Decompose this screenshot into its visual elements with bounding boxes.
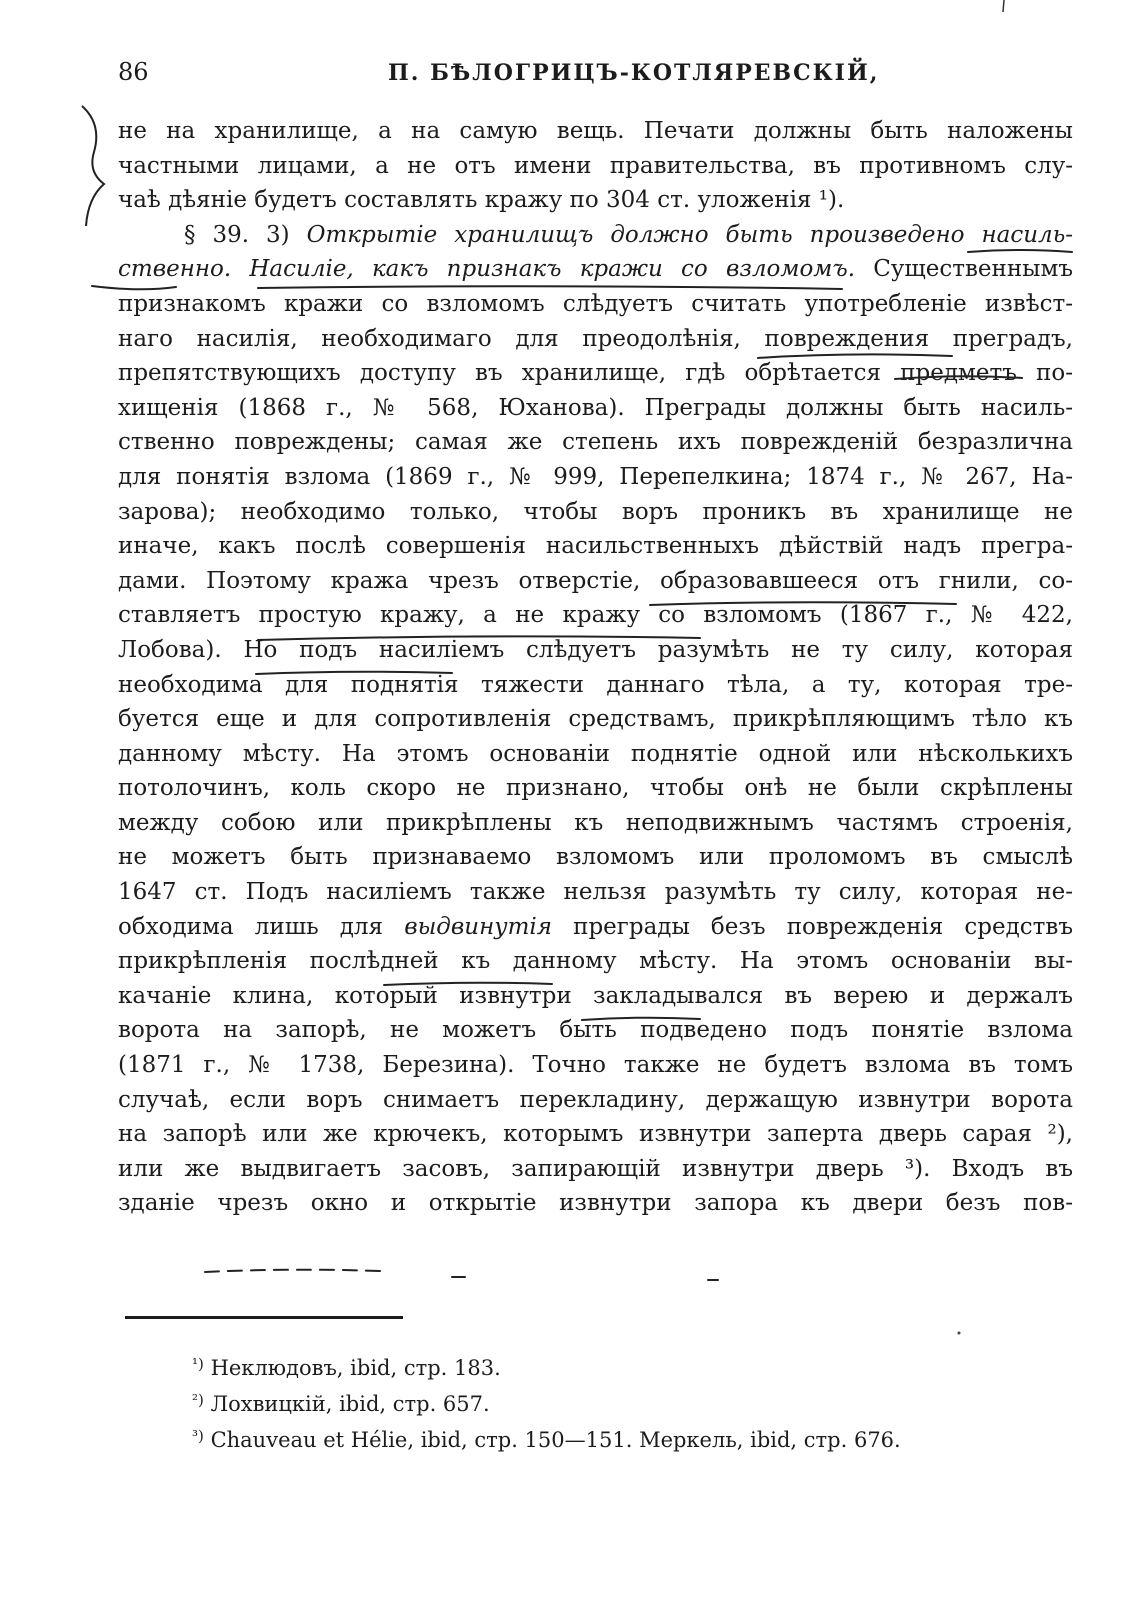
footnotes bbox=[192, 1346, 1072, 1454]
text-line-16: Лобова). Но подъ насиліемъ слѣдуетъ разумѣть не ту силу, которая bbox=[118, 636, 1073, 663]
body-text bbox=[118, 114, 1073, 1221]
stray-pencil-dot bbox=[956, 1330, 962, 1336]
footnote-mark: ¹) bbox=[192, 1355, 204, 1373]
text-line-27: ворота на запорѣ, не можетъ быть подведено подъ понятіе взлома bbox=[118, 1017, 1073, 1044]
text-line-32: зданіе чрезъ окно и открытіе извнутри запора къ двери безъ пов- bbox=[118, 1190, 1073, 1217]
text-line-4-section-heading bbox=[118, 218, 1073, 253]
text-line-25: прикрѣпленія послѣдней къ данному мѣсту. На этомъ основаніи вы- bbox=[118, 948, 1073, 975]
text-line-5-rest: Существеннымъ bbox=[873, 256, 1073, 283]
italic-word: выдвинутія bbox=[404, 913, 552, 940]
section-number: § 39. 3) bbox=[184, 221, 307, 248]
footnote-text: Chauveau et Hélie, ibid, стр. 150—151. Меркель, ibid, стр. 676. bbox=[210, 1428, 901, 1452]
footnote-3 bbox=[192, 1418, 1072, 1454]
text-line-7: наго насилія, необходимаго для преодолѣнія, повреждения преградъ, bbox=[118, 325, 1073, 352]
footnote-text: Неклюдовъ, ibid, стр. 183. bbox=[210, 1356, 501, 1380]
page-number: 86 bbox=[118, 58, 149, 86]
text-line-2: частными лицами, а не отъ имени правительства, въ противномъ слу- bbox=[118, 152, 1073, 179]
stray-pencil-mark bbox=[1000, 0, 1008, 14]
underline-chrez-okno bbox=[205, 1270, 380, 1272]
text-line-10: ственно повреждены; самая же степень ихъ поврежденій безразлична bbox=[118, 429, 1073, 456]
text-line-24-rest: преграды безъ поврежденія средствъ bbox=[551, 913, 1073, 940]
footnote-rule bbox=[125, 1316, 403, 1319]
text-line-3: чаѣ дѣяніе будетъ составлять кражу по 304 ст. уложенія ¹). bbox=[118, 187, 845, 214]
text-line-6: признакомъ кражи со взломомъ слѣдуетъ считать употребленіе извѣст- bbox=[118, 290, 1073, 317]
text-line-24 bbox=[118, 910, 1073, 945]
text-line-9: хищенія (1868 г., № 568, Юханова). Преграды должны быть насиль- bbox=[118, 394, 1073, 421]
text-line-26: качаніе клина, который извнутри закладывался въ верею и держалъ bbox=[118, 982, 1073, 1009]
text-line-30: на запорѣ или же крючекъ, которымъ извнутри заперта дверь сарая ²), bbox=[118, 1121, 1073, 1148]
section-subtitle-italic: ственно. Насиліе, какъ признакъ кражи со взломомъ. bbox=[118, 256, 874, 283]
running-title: П. БѢЛОГРИЦЪ-КОТЛЯРЕВСКІЙ, bbox=[388, 60, 880, 86]
text-line-14: дами. Поэтому кража чрезъ отверстіе, образовавшееся отъ гнили, со- bbox=[118, 567, 1073, 594]
section-title-italic: Открытіе хранилищъ должно быть произведено насиль- bbox=[306, 221, 1073, 248]
text-line-1: не на хранилище, а на самую вещь. Печати должны быть наложены bbox=[118, 118, 1073, 144]
text-line-18: буется еще и для сопротивленія средствамъ, прикрѣпляющимъ тѣло къ bbox=[118, 706, 1073, 733]
running-head bbox=[118, 58, 1073, 92]
footnote-1 bbox=[192, 1346, 1072, 1382]
text-line-19: данному мѣсту. На этомъ основаніи поднятіе одной или нѣсколькихъ bbox=[118, 740, 1073, 767]
text-line-13: иначе, какъ послѣ совершенія насильственныхъ дѣйствій надъ прегра- bbox=[118, 533, 1073, 560]
text-line-15: ставляетъ простую кражу, а не кражу со взломомъ (1867 г., № 422, bbox=[118, 602, 1073, 629]
text-line-11: для понятія взлома (1869 г., № 999, Перепелкина; 1874 г., № 267, На- bbox=[118, 463, 1073, 490]
text-line-29: случаѣ, если воръ снимаетъ перекладину, держащую извнутри ворота bbox=[118, 1086, 1073, 1113]
text-line-5 bbox=[118, 252, 1073, 287]
text-line-8: препятствующихъ доступу въ хранилище, гдѣ обрѣтается предметъ по- bbox=[118, 360, 1073, 387]
footnote-mark: ³) bbox=[192, 1427, 204, 1445]
text-line-28: (1871 г., № 1738, Березина). Точно также не будетъ взлома въ томъ bbox=[118, 1052, 1073, 1079]
text-line-23: 1647 ст. Подъ насиліемъ также нельзя разумѣть ту силу, которая не- bbox=[118, 879, 1073, 906]
text-line-24-start: обходима лишь для bbox=[118, 913, 405, 940]
text-line-20: потолочинъ, коль скоро не признано, чтобы онѣ не были скрѣплены bbox=[118, 775, 1073, 802]
footnote-2 bbox=[192, 1382, 1072, 1418]
handwritten-margin-bracket bbox=[72, 102, 112, 232]
footnote-mark: ²) bbox=[192, 1391, 204, 1409]
text-line-12: зарова); необходимо только, чтобы воръ проникъ въ хранилище не bbox=[118, 498, 1073, 525]
text-line-21: между собою или прикрѣплены къ неподвижнымъ частямъ строенія, bbox=[118, 809, 1073, 836]
text-line-17: необходима для поднятія тяжести даннаго тѣла, а ту, которая тре- bbox=[118, 671, 1073, 698]
text-line-31: или же выдвигаетъ засовъ, запирающій извнутри дверь ³). Входъ въ bbox=[118, 1155, 1073, 1182]
footnote-text: Лохвицкій, ibid, стр. 657. bbox=[210, 1392, 490, 1416]
text-line-22: не можетъ быть признаваемо взломомъ или проломомъ въ смыслѣ bbox=[118, 844, 1073, 871]
